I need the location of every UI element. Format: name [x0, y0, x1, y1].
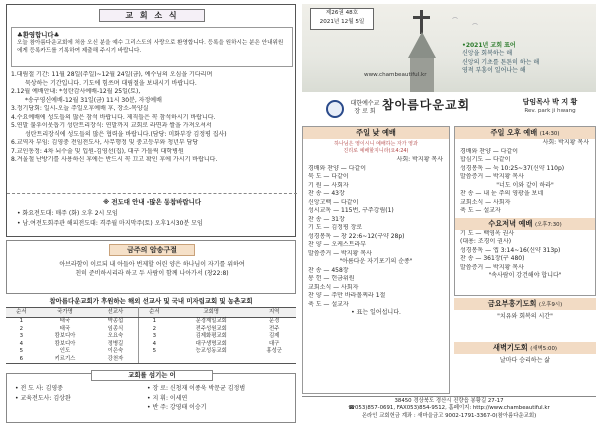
order-label: 기 도 — [308, 224, 322, 232]
table-row — [6, 340, 296, 347]
table-cell: 오요숙 — [93, 333, 138, 340]
afternoon-worship-box — [454, 126, 596, 296]
bird-icon: ⌒ — [452, 18, 459, 25]
order-item: 찬 양 — 주만 바라볼찌라 1절 — [308, 292, 386, 300]
slogan-line: 신앙의 기초를 튼튼히 하는 해 — [462, 58, 540, 66]
cross-icon — [413, 16, 430, 19]
order-label: 합심기도 — [460, 156, 484, 164]
order-value: 헌금위원 — [331, 275, 355, 283]
order-value: 다같이 — [341, 198, 359, 206]
table-cell: 4 — [19, 340, 24, 347]
table-cell: 능교성동교회 — [195, 348, 227, 355]
table-cell: 전주 — [268, 325, 280, 332]
order-label: 찬 양 — [308, 241, 322, 249]
order-label: 찬 송 — [308, 215, 322, 223]
news-item: 6.교역자 부임: 김영중 전임전도사, 사무행정 및 중고등부와 청년부 담당 — [11, 139, 199, 147]
denomination: 대한예수교 장 로 회 — [350, 100, 380, 115]
order-value: 사회자 — [341, 283, 359, 291]
issue-date: 2021년 12월 5일 — [319, 19, 365, 25]
slogan-year: •2021년 교회 표어 — [462, 42, 516, 49]
order-value: 엡 3:14~16(신약 313p) — [493, 246, 561, 254]
server-line: • 지 휘: 이세연 — [147, 394, 188, 402]
verse-text — [11, 260, 293, 278]
table-header: 국가명 — [37, 308, 94, 318]
table-cell — [138, 355, 170, 363]
order-label: 신앙고백 — [308, 198, 332, 206]
news-item: 3.정기당회: 일시-오늘 주일오후예배 후, 장소-목양실 — [11, 105, 149, 113]
order-label: 찬 송 — [460, 255, 474, 263]
order-item: 말씀증거 — 박지황 목사 — [308, 249, 372, 257]
cross-icon — [420, 10, 423, 34]
order-item: 합심기도 — 다같이 — [460, 156, 511, 164]
table-cell: 3 — [19, 333, 24, 340]
order-item: 찬 송 — 361장(구 480) — [460, 255, 525, 263]
order-item: 교회소식 — 사회자 — [460, 198, 511, 206]
table-cell: 1 — [152, 318, 157, 325]
order-value: 창 22:6~12(구약 28p) — [341, 232, 405, 240]
pastor-name-en: Rev. park ji hwang — [524, 108, 576, 114]
table-row — [6, 333, 296, 340]
table-cell: 3 — [152, 333, 157, 340]
table-cell: 임종식 — [93, 325, 138, 332]
order-label: 축 도 — [460, 207, 474, 215]
table-cell: 대구생명교회 — [195, 340, 227, 347]
order-item: 찬 송 — 31장 — [308, 215, 345, 223]
guide-line: • 남.여전도회주관 해피전도대: 격주월 마지막주(토) 오후1시30분 모임 — [17, 219, 203, 227]
friday-text: "치유와 회복의 시간" — [497, 313, 553, 320]
servers-col-right — [147, 384, 245, 413]
order-label: 경배와 찬양 — [308, 164, 339, 172]
order-value: 361장(구 480) — [483, 255, 525, 263]
table-header: 지역 — [252, 308, 296, 318]
friday-prayer-title: 금요부흥기도회 (오후9시) — [454, 298, 596, 310]
table-cell: 5 — [19, 348, 24, 355]
table-header: 순서 — [6, 308, 37, 318]
table-cell: 정병길 — [93, 340, 138, 347]
news-item: 5.연말 불우이웃돕기 성탄트리장식: 연말까지 교회로 라면과 쌀을 가져오셔서 성탄트리장식에 성도들의 많은 협력을 바랍니다.(담당: 미화부장 김정평 집사) — [11, 122, 227, 138]
dawn-text: 날마다 승리하는 삶 — [499, 357, 551, 364]
order-label: 축 도 — [308, 300, 322, 308]
server-line: • 반 주: 강영태 이승기 — [147, 404, 207, 412]
mission-title: 참아름다운교회가 후원하는 해외 선교사 및 국내 미자립교회 및 농촌교회 — [49, 297, 253, 305]
table-cell: 태국 — [59, 325, 71, 332]
issue-box — [310, 8, 374, 30]
issue-number: 제26권 48호 — [325, 10, 359, 16]
verse-line: 아브라함이 이르되 내 아들아 번제할 어린 양은 하나님이 자기를 위하여 — [59, 261, 245, 268]
worship-order-2 — [303, 267, 449, 310]
pastor-name: 담임목사 박 지 황 — [522, 98, 578, 106]
order-value: 박지황 목사 — [493, 263, 524, 271]
server-line: • 장 로: 신청재 이종욱 박문균 김정범 — [147, 385, 246, 392]
order-value: 다같이 — [493, 156, 511, 164]
order-value: 115번, 구주강림(1) — [341, 207, 394, 215]
order-value: 눅 10:25~37(신약 110p) — [493, 164, 565, 172]
slogan-line: 신앙을 회복하는 해 — [462, 50, 513, 58]
order-value: 사회자 — [493, 198, 511, 206]
news-item: 8.겨울철 난방기를 사용하신 후에는 반드시 꼭 끄고 확인 후에 가시기 바랍니다. — [11, 156, 218, 164]
table-cell: 박종섭 — [93, 317, 138, 325]
church-logo-icon — [326, 100, 344, 118]
order-label: 봉 헌 — [308, 275, 322, 283]
order-value: 31장 — [331, 215, 345, 223]
order-value: 주만 바라볼찌라 1절 — [331, 292, 386, 300]
table-cell: 키르기스 — [37, 355, 94, 363]
table-row — [6, 355, 296, 363]
table-header: 교회명 — [170, 308, 252, 318]
sermon-title: "아름다운 자기포기의 순종" — [339, 258, 413, 266]
sermon-title: "너도 이와 같이 하라" — [496, 181, 554, 189]
order-item: 말씀증거 — 박지황 목사 — [460, 173, 524, 181]
table-cell: 캄보디아 — [54, 333, 76, 340]
church-header — [302, 94, 596, 124]
order-value: 박지황 목사 — [493, 173, 524, 181]
table-header: 선교사 — [93, 308, 138, 318]
table-row — [6, 325, 296, 332]
order-value: 백영옥 권사 — [483, 229, 515, 237]
order-value: 김정평 장로 — [331, 224, 363, 232]
welcome-box — [11, 27, 293, 67]
church-name: 참아름다운교회 — [382, 98, 471, 112]
table-cell — [170, 355, 252, 363]
order-item: 축 도 — 설교자 — [308, 300, 349, 308]
table-cell: 5 — [152, 348, 157, 355]
order-item: 찬 송 — 내 눈 주의 영광을 보네 — [460, 190, 544, 198]
slogan-line: 영적 부흥이 일어나는 해 — [462, 67, 526, 75]
order-item: 성경봉독 — 창 22:6~12(구약 28p) — [308, 232, 405, 240]
table-cell: 김제화평교회 — [195, 333, 227, 340]
table-cell: 1 — [19, 318, 24, 325]
order-value: 오케스트라부 — [331, 241, 367, 249]
wednesday-worship-title: 수요저녁 예배 (오후7:30) — [455, 218, 595, 230]
order-value: 설교자 — [331, 300, 349, 308]
order-label: 찬 송 — [460, 190, 474, 198]
order-label: 교회소식 — [460, 198, 484, 206]
order-item: 기 도 — 백영옥 권사 — [460, 229, 515, 237]
order-value: 458장 — [331, 266, 349, 274]
order-item: 기 도 — 김정평 장로 — [308, 224, 363, 232]
table-cell: 6 — [6, 355, 37, 363]
sunday-worship-box — [302, 126, 450, 394]
order-value: 박지황 목사 — [341, 249, 372, 257]
friday-prayer-box — [454, 298, 596, 340]
table-cell: 이은숙 — [93, 348, 138, 355]
server-line: • 전 도 사: 김영중 — [15, 385, 63, 392]
table-cell: 인도 — [59, 348, 71, 355]
order-label: 기 도 — [460, 229, 474, 237]
church-url: www.chambeautiful.kr — [364, 72, 427, 78]
bird-icon: ⌒ — [472, 24, 479, 31]
order-value: 다같이 — [500, 147, 519, 155]
order-item: 찬 양 — 오케스트라부 — [308, 241, 367, 249]
order-value: 다같이 — [348, 164, 367, 172]
news-title: 교 회 소 식 — [99, 9, 205, 22]
order-label: 찬 양 — [308, 292, 322, 300]
welcome-heading: ♣환영합니다♣ — [17, 31, 60, 39]
mission-support — [6, 297, 296, 369]
bank-account: 온라인 교회헌금 계좌 : 새마을금고 9002-1791-3367-0(참아름다운교회) — [361, 412, 537, 419]
order-label: 찬 송 — [308, 190, 322, 198]
table-cell: 문경 — [268, 318, 280, 325]
order-item: 신앙고백 — 다같이 — [308, 198, 359, 206]
afternoon-order-2 — [455, 190, 595, 216]
contact-info — [302, 396, 596, 424]
table-cell: 강천자 — [93, 355, 138, 363]
servers-col-left — [15, 384, 71, 403]
servers-box — [6, 373, 296, 423]
guide-title: ※ 전도대 안내 -많은 동참바랍니다 — [102, 198, 202, 206]
order-label: 성경봉독 — [460, 164, 484, 172]
news-section — [6, 4, 296, 237]
order-label: 기 원 — [308, 181, 322, 189]
table-cell: 전주성원교회 — [195, 325, 227, 332]
order-item: 봉 헌 — 헌금위원 — [308, 275, 355, 283]
table-cell: 태국 — [59, 318, 71, 325]
dawn-prayer-title: 새벽기도회 (새벽5:00) — [454, 342, 596, 354]
order-item: 교회소식 — 사회자 — [308, 283, 359, 291]
officiant: 사회: 박지황 목사 — [396, 156, 443, 163]
phone-web: ☎053)857-0691, FAX053)854-9512, 홈페이지: http://www.chambeautiful.kr — [348, 405, 550, 412]
table-cell: 김제 — [268, 333, 280, 340]
table-row — [6, 348, 296, 355]
table-header: 순서 — [138, 308, 170, 318]
verse-line: 친히 준비하시리라 하고 두 사람이 함께 나아가서 (창22:8) — [75, 270, 229, 277]
left-column — [6, 4, 296, 420]
worship-order — [303, 165, 449, 259]
order-value: 사회자 — [331, 181, 349, 189]
order-item — [455, 238, 595, 247]
order-label: 교회소식 — [308, 283, 332, 291]
table-cell — [252, 355, 296, 363]
church-banner — [302, 4, 596, 92]
order-label: 말씀증거 — [460, 263, 484, 271]
order-value: 43장 — [331, 190, 345, 198]
news-item: 4.수요예배에 성도들의 많은 참석 바랍니다. 제직들은 꼭 참석하시기 바랍니다. — [11, 113, 216, 121]
order-item: 경배와 찬양 — 다같이 — [460, 147, 519, 155]
order-value: 설교자 — [483, 207, 501, 215]
verse-title: 금주의 암송구절 — [109, 244, 195, 256]
news-item: 1.대림절 기간: 11월 28일(주일)~12월 24일(금), 예수님의 오심을 기다리며 묵상하는 기간입니다. 기도에 힘쓰며 대림절을 보내시기 바랍니다. — [11, 71, 213, 87]
order-label: 말씀증거 — [460, 173, 484, 181]
table-cell: 대구 — [268, 340, 280, 347]
right-column — [302, 4, 596, 420]
order-item: 찬 송 — 458장 — [308, 266, 349, 274]
evangelism-guide — [7, 193, 297, 238]
servers-title: 교회를 섬기는 이 — [91, 370, 213, 381]
order-item: 경배와 찬양 — 다같이 — [308, 164, 367, 172]
order-value: (대용: 조경이 권사) — [460, 238, 512, 246]
order-item: 묵 도 — 다같이 — [308, 173, 349, 181]
table-cell: 캄보디아 — [54, 340, 76, 347]
table-cell: 홍성군 — [266, 348, 282, 355]
table-cell: 4 — [152, 340, 157, 347]
order-label: 묵 도 — [308, 173, 322, 181]
address: 38450 경상북도 경산시 진량읍 봉황길 27-17 — [394, 398, 504, 404]
order-value: 다같이 — [331, 173, 349, 181]
order-label: 말씀증거 — [308, 249, 332, 257]
afternoon-worship-title: 주일 오후 예배 (14:30) — [455, 127, 595, 139]
sunday-worship-title: 주일 낮 예배 — [303, 127, 449, 139]
guide-line: • 화요전도대: 매주 (화) 오후 2시 모임 — [17, 210, 118, 217]
order-item: 성시교독 — 115번, 구주강림(1) — [308, 207, 394, 215]
order-item: 성경봉독 — 엡 3:14~16(신약 313p) — [460, 246, 561, 254]
steeple-illustration — [408, 32, 436, 58]
worship-verse-note: 하나님은 영이시니 예배하는 자가 영과 진리로 예배할지니라(요4:24) — [334, 141, 418, 154]
server-line: • 교육전도사: 김상완 — [15, 394, 71, 402]
wednesday-order — [455, 230, 595, 273]
mission-table — [6, 307, 296, 364]
church-slogan — [462, 42, 592, 76]
order-label: 성경봉독 — [460, 246, 484, 254]
order-label: 찬 송 — [308, 266, 322, 274]
order-label: 성경봉독 — [308, 232, 332, 240]
order-item: 성경봉독 — 눅 10:25~37(신약 110p) — [460, 164, 565, 172]
table-row — [6, 317, 296, 325]
news-item: 2.12월 예배안내: *성탄감사예배-12월 25일(토), *송구영신예배-12월 31일(금) 11시 30분, 자정예배 — [11, 88, 162, 104]
order-value: 내 눈 주의 영광을 보네 — [483, 190, 544, 198]
dawn-prayer-box — [454, 342, 596, 394]
sermon-title: "속사람이 강건해야 합니다" — [488, 272, 562, 280]
news-item: 7.교인동정: 4차 뇌수술 및 입원-김영선(집), 대구 가톨릭 대학병원 — [11, 147, 184, 155]
order-item: 찬 송 — 43장 — [308, 190, 345, 198]
memory-verse-box — [6, 240, 296, 294]
order-label: 성시교독 — [308, 207, 332, 215]
worship-footer: • 표는 일어섭니다. — [351, 309, 401, 317]
table-cell: 2 — [19, 325, 24, 332]
table-cell: 2 — [152, 325, 157, 332]
afternoon-order — [455, 148, 595, 182]
officiant: 사회: 박지황 목사 — [542, 139, 589, 146]
table-cell: 문경제일교회 — [195, 318, 227, 325]
order-item: 기 원 — 사회자 — [308, 181, 349, 189]
welcome-text: 오늘 참아름다운교회에 처음 오신 분을 예수 그리스도의 사랑으로 환영합니다. 등록을 원하시는 분은 안내위원에게 등록카드를 기록하여 제출해 주시기 바랍니다. — [17, 40, 284, 54]
order-item: 축 도 — 설교자 — [460, 207, 501, 215]
order-item: 말씀증거 — 박지황 목사 — [460, 263, 524, 271]
order-label: 경배와 찬양 — [460, 147, 491, 155]
news-list — [11, 71, 293, 165]
